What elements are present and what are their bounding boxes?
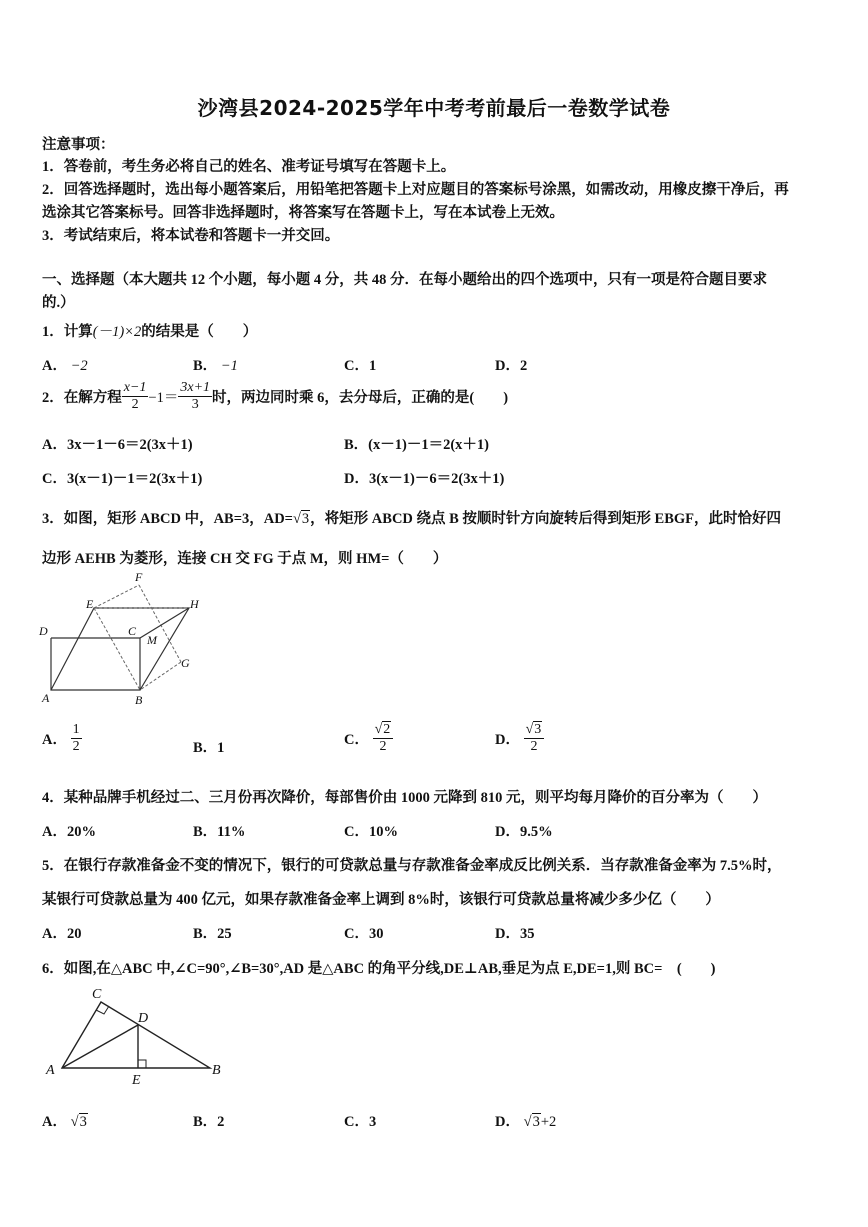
label-c: C [92, 987, 102, 1002]
question-6: 6．如图,在△ABC 中,∠C=90°,∠B=30°,AD 是△ABC 的角平分线,DE⊥AB,垂足为点 E,DE=1,则 BC= ( ) [42, 961, 716, 977]
label-h: H [190, 597, 199, 611]
q3-text-a: 3．如图，矩形 ABCD 中，AB=3，AD= [42, 511, 293, 527]
label-b: B [135, 693, 143, 707]
q2-fraction-2-num: 3x+1 [180, 380, 211, 395]
q2-fraction-2 [178, 380, 212, 413]
question-4: 4．某种品牌手机经过二、三月份再次降价，每部售价由 1000 元降到 810 元，则平均每月降价的百分率为（ ） [42, 790, 767, 806]
q1-expression: (－1)×2 [92, 324, 142, 340]
q3-option-d-den: 2 [530, 739, 538, 754]
q3-sqrt: √3 [292, 511, 310, 527]
section-heading: 一、选择题（本大题共 12 个小题，每小题 4 分，共 48 分．在每小题给出的四个选项中，只有一项是符合题目要求 [42, 272, 767, 288]
q3-option-d-label: D． [495, 732, 520, 748]
q3-option-a-fraction [71, 722, 82, 755]
q3-option-d-num: √3 [524, 722, 545, 739]
q2-fraction-2-den: 3 [191, 397, 199, 412]
q1-option-b-value: −1 [220, 358, 238, 374]
q6-figure [40, 980, 240, 1090]
q4-option-a[interactable]: A．20% [42, 824, 96, 840]
q3-option-c-den: 2 [379, 739, 387, 754]
question-2 [42, 380, 508, 413]
label-e: E [86, 597, 94, 611]
q1-option-a-value: −2 [70, 358, 88, 374]
q2-fraction-1 [122, 380, 149, 413]
q3-option-c-fraction [373, 722, 394, 755]
question-3-cont: 边形 AEHB 为菱形，连接 CH 交 FG 于点 M，则 HM=（ ） [42, 551, 448, 567]
q1-option-c[interactable]: C．1 [344, 358, 377, 374]
q1-option-b[interactable] [193, 354, 238, 375]
dashed-gb [140, 662, 181, 690]
q6-option-a[interactable] [42, 1110, 88, 1131]
q6-option-b[interactable]: B．2 [193, 1114, 225, 1130]
dashed-ef [94, 585, 139, 608]
q3-option-d-fraction [524, 722, 545, 755]
question-3 [42, 507, 781, 528]
q6-option-d-label: D． [495, 1114, 520, 1130]
q2-option-b[interactable]: B．(x－1)－1＝2(x＋1) [344, 437, 489, 453]
q4-option-c[interactable]: C．10% [344, 824, 398, 840]
q1-option-a[interactable] [42, 354, 88, 375]
q2-fraction-1-num: x−1 [123, 380, 147, 395]
label-e: E [132, 1073, 141, 1088]
q1-option-a-label: A． [42, 358, 67, 374]
q5-option-d[interactable]: D．35 [495, 926, 535, 942]
segment-ad [62, 1025, 138, 1068]
label-d: D [138, 1011, 149, 1026]
q4-option-d[interactable]: D．9.5% [495, 824, 553, 840]
q2-option-c[interactable]: C．3(x－1)－1＝2(3x＋1) [42, 471, 203, 487]
q3-option-b[interactable]: B．1 [193, 740, 225, 756]
question-5-cont: 某银行可贷款总量为 400 亿元，如果存款准备金率上调到 8%时，该银行可贷款总量将减少多少亿（ ） [42, 892, 720, 908]
q3-text-b: ，将矩形 ABCD 绕点 B 按顺时针方向旋转后得到矩形 EBGF，此时恰好四 [310, 511, 782, 527]
dashed-fg [139, 585, 181, 662]
label-a: A [42, 691, 50, 705]
q1-option-d[interactable]: D．2 [495, 358, 528, 374]
q3-option-a-num: 1 [72, 722, 80, 737]
q6-option-c[interactable]: C．3 [344, 1114, 377, 1130]
q6-option-a-sqrt: √3 [70, 1114, 87, 1130]
q3-option-c-label: C． [344, 732, 369, 748]
q3-option-d-radicand: 3 [534, 722, 542, 737]
q6-option-a-radicand: 3 [79, 1114, 87, 1130]
q2-suffix: 时，两边同时乘 6，去分母后，正确的是( ) [212, 390, 509, 406]
q3-option-a-den: 2 [72, 739, 80, 754]
dashed-eb [94, 608, 140, 690]
notice-item-1: 1．答卷前，考生务必将自己的姓名、准考证号填写在答题卡上。 [42, 159, 456, 175]
section-heading-cont: 的.） [42, 295, 75, 311]
q2-option-a[interactable]: A．3x－1－6＝2(3x＋1) [42, 437, 193, 453]
page-title: 沙湾县2024-2025学年中考考前最后一卷数学试卷 [197, 96, 671, 120]
q1-suffix: 的结果是（ ） [141, 324, 258, 340]
label-d: D [39, 624, 48, 638]
q3-option-c[interactable] [344, 722, 393, 755]
label-f: F [135, 570, 143, 584]
q6-option-d-sqrt: √3 [523, 1114, 540, 1130]
label-a: A [46, 1063, 55, 1078]
q1-option-b-label: B． [193, 358, 218, 374]
notice-heading: 注意事项： [42, 137, 115, 153]
q2-prefix: 2．在解方程 [42, 390, 122, 406]
q6-option-d[interactable] [495, 1110, 556, 1131]
q3-sqrt-radicand: 3 [301, 511, 310, 527]
q3-option-d[interactable] [495, 722, 544, 755]
notice-item-2-cont: 选涂其它答案标号。回答非选择题时，将答案写在答题卡上，写在本试卷上无效。 [42, 205, 564, 221]
q5-option-b[interactable]: B．25 [193, 926, 232, 942]
q6-option-a-label: A． [42, 1114, 67, 1130]
question-5: 5．在银行存款准备金不变的情况下，银行的可贷款总量与存款准备金率成反比例关系．当存款准备金率为 7.5%时， [42, 858, 782, 874]
q2-option-d[interactable]: D．3(x－1)－6＝2(3x＋1) [344, 471, 505, 487]
q3-figure [34, 568, 204, 708]
q4-option-b[interactable]: B．11% [193, 824, 246, 840]
q3-option-c-radicand: 2 [383, 722, 391, 737]
label-g: G [181, 656, 190, 670]
q5-option-a[interactable]: A．20 [42, 926, 82, 942]
q6-option-d-suffix: +2 [540, 1114, 557, 1130]
q2-mid: −1＝ [148, 390, 179, 406]
q3-option-c-num: √2 [373, 722, 394, 739]
triangle-abc [62, 1002, 210, 1068]
label-c: C [128, 624, 137, 638]
notice-item-2: 2．回答选择题时，选出每小题答案后，用铅笔把答题卡上对应题目的答案标号涂黑，如需改动，用橡皮擦干净后，再 [42, 182, 789, 198]
q3-option-a-label: A． [42, 732, 67, 748]
right-angle-e [138, 1060, 146, 1068]
q5-option-c[interactable]: C．30 [344, 926, 384, 942]
question-1 [42, 320, 257, 341]
q1-prefix: 1．计算 [42, 324, 93, 340]
q3-option-a[interactable] [42, 722, 82, 755]
q6-option-d-radicand: 3 [532, 1114, 540, 1130]
notice-item-3: 3．考试结束后，将本试卷和答题卡一并交回。 [42, 228, 340, 244]
label-m: M [147, 633, 157, 647]
label-b: B [212, 1063, 221, 1078]
q2-fraction-1-den: 2 [131, 397, 139, 412]
